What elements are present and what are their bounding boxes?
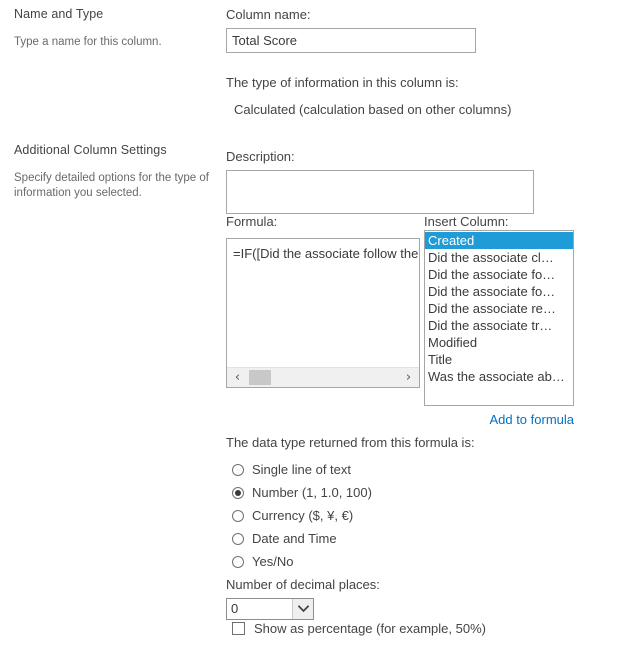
radio-icon [232,533,244,545]
column-name-group [226,6,618,53]
data-type-group [226,434,618,573]
data-type-radio-group [226,458,618,573]
radio-icon [232,556,244,568]
section-heading-name-and-type: Name and Type [14,7,104,21]
radio-icon [232,510,244,522]
radio-icon-selected [232,487,244,499]
add-to-formula-row [424,411,574,429]
scroll-right-arrow-icon[interactable]: › [405,370,412,385]
radio-option-date-and-time[interactable] [226,527,618,550]
list-item[interactable]: Created [425,232,573,249]
section-description-name-and-type: Type a name for this column. [14,36,162,48]
description-group [226,148,618,219]
column-type-label: The type of information in this column is: [226,75,459,90]
column-type-value: Calculated (calculation based on other columns) [234,102,512,117]
decimal-places-group [226,576,618,620]
radio-label: Date and Time [252,531,337,546]
formula-label: Formula: [226,214,278,229]
show-as-percentage-group [226,620,618,637]
radio-label: Currency ($, ¥, €) [252,508,354,523]
list-item[interactable]: Did the associate cl… [428,250,554,265]
list-item[interactable]: Did the associate re… [428,301,556,316]
scrollbar-thumb[interactable] [249,370,271,385]
radio-option-single-line-of-text[interactable] [226,458,618,481]
list-item[interactable]: Was the associate ab… [428,369,565,384]
insert-column-listbox[interactable] [424,230,574,406]
section-description-additional-settings: Specify detailed options for the type of information you selected. [14,172,209,199]
radio-label: Single line of text [252,462,352,477]
column-name-input[interactable] [226,28,476,53]
checkbox-icon[interactable] [232,622,245,635]
list-item[interactable]: Modified [428,335,478,350]
radio-icon [232,464,244,476]
radio-label: Yes/No [252,554,294,569]
list-item[interactable]: Did the associate fo… [428,267,556,282]
formula-text: =IF([Did the associate follow the [233,246,419,261]
section-heading-additional-settings: Additional Column Settings [14,143,167,157]
data-type-label: The data type returned from this formula is: [226,435,475,450]
chevron-down-icon[interactable] [292,599,313,619]
formula-input[interactable] [226,238,420,388]
list-item[interactable]: Title [428,352,453,367]
insert-column-label: Insert Column: [424,214,509,229]
list-item[interactable]: Did the associate tr… [428,318,553,333]
decimal-places-select[interactable] [226,598,314,620]
show-as-percentage-label: Show as percentage (for example, 50%) [254,621,486,636]
list-item[interactable]: Did the associate fo… [428,284,556,299]
decimal-places-label: Number of decimal places: [226,577,380,592]
radio-option-yes-no[interactable] [226,550,618,573]
column-type-group [226,74,618,118]
description-label: Description: [226,149,295,164]
description-input[interactable] [226,170,534,214]
add-to-formula-link[interactable]: Add to formula [489,412,574,427]
section-name-and-type [14,6,210,50]
column-name-label: Column name: [226,7,311,22]
formula-horizontal-scrollbar[interactable] [227,367,419,387]
show-as-percentage-checkbox-row[interactable] [226,620,618,637]
scroll-left-arrow-icon[interactable]: ‹ [234,370,241,385]
listbox-items[interactable] [424,230,574,406]
radio-option-currency[interactable] [226,504,618,527]
radio-label: Number (1, 1.0, 100) [252,485,372,500]
radio-option-number[interactable] [226,481,618,504]
decimal-places-value: 0 [231,601,239,616]
section-additional-column-settings [14,142,210,201]
